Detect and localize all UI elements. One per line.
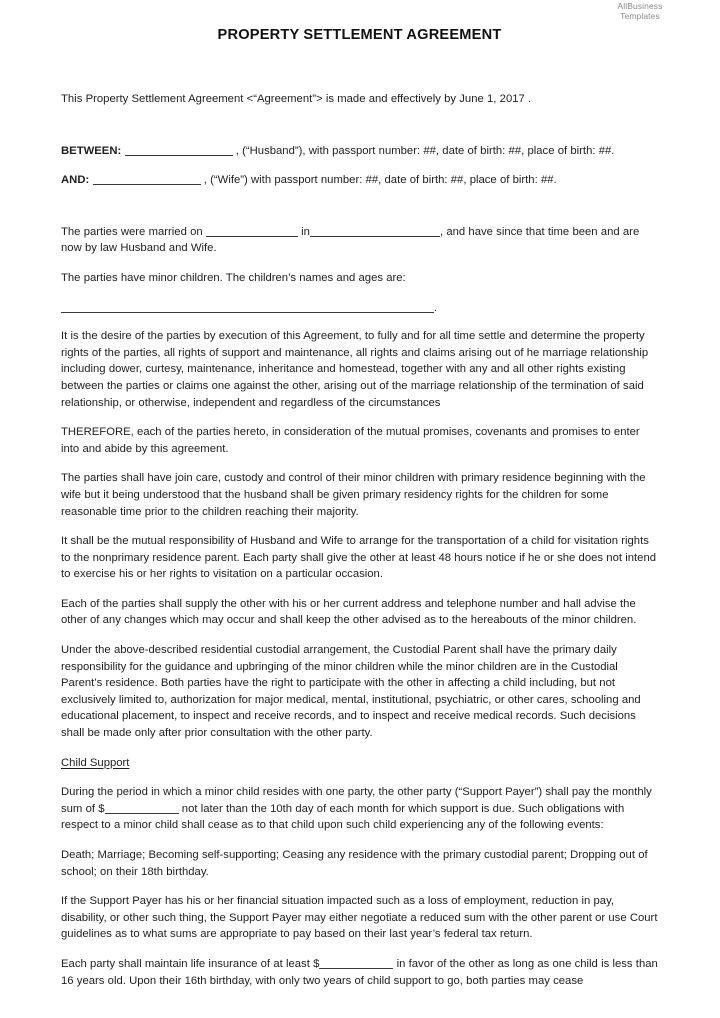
transportation-paragraph: It shall be the mutual responsibility of Husband and Wife to arrange for the transportation of a child for visitation rights to the nonprimary residence parent. Each party shall give the other at least 48 hours notice if he or she does not intend to exercise his or her rights to visitation on a particular occasion. [61, 535, 657, 581]
desire-paragraph: It is the desire of the parties by execution of this Agreement, to fully and for all time settle and determine the property rights of the parties, all rights of support and maintenance, all rights and claims arising out of he marriage relationship including dower, curtesy, maintenance, inheritance and homestead, together with any and all other rights existing between the parties or claims one against the other, arising out of the marriage relationship of the termination of said relationship, or otherwise, independent and regardless of the circumstances [61, 330, 649, 409]
children-intro-paragraph: The parties have minor children. The children’s names and ages are: [61, 271, 406, 284]
between-text: , (“Husband”), with passport number: ##, date of birth: ##, place of birth: ##. [235, 144, 615, 157]
custodial-arrangement-paragraph: Under the above-described residential custodial arrangement, the Custodial Parent shall have the primary daily responsibility for the guidance and upbringing of the minor children while the minor children are in the Custodial Parent’s residence. Both parties have the right to participate with the other in affecting a child including, but not exclusively limited to, authorization for major medical, mental, institutional, psychiatric, or other cares, schooling and educational placement, to inspect and receive records, and to inspect and receive medical records. Such decisions shall be made only after prior consultation with the other party. [61, 644, 641, 740]
and-label: AND: [61, 174, 90, 187]
between-row [61, 143, 658, 160]
and-text: , (“Wife”) with passport number: ##, date of birth: ##, place of birth: ##. [203, 174, 557, 187]
support-text-part-2: not later than the 10th day of each month for which support is due. Such obligations with respect to a minor child shall cease as to that child upon such child experiencing any of the following events: [61, 802, 625, 832]
life-insurance-paragraph [61, 956, 658, 989]
insurance-text-part-2: in favor of the other as long as one child is less than 16 years old. Upon their 16th birthday, with only two years of child support to go, both parties may cease [61, 957, 658, 987]
wife-name-blank[interactable] [93, 174, 201, 185]
financial-hardship-paragraph: If the Support Payer has his or her financial situation impacted such as a loss of employment, reduction in pay, disability, or other such thing, the Support Payer may either negotiate a reduced sum with the other parent or use Court guidelines as to what sums are appropriate to pay based on their last year’s federal tax return. [61, 895, 658, 941]
married-middle: in [301, 225, 310, 238]
children-blank-suffix: . [434, 301, 438, 314]
marriage-date-blank[interactable] [206, 226, 298, 237]
child-support-heading: Child Support [61, 756, 130, 769]
custody-paragraph: The parties shall have join care, custody and control of their minor children with primary residence beginning with the wife but it being understood that the husband shall be given primary residency rights for the children for some reasonable time prior to the children reaching their majority. [61, 472, 646, 518]
terminating-events-paragraph: Death; Marriage; Becoming self-supporting; Ceasing any residence with the primary custodial parent; Dropping out of school; on their 18th birthday. [61, 849, 648, 878]
life-insurance-amount-blank[interactable] [319, 958, 393, 969]
insurance-text-part-1: Each party shall maintain life insurance of at least $ [61, 957, 320, 970]
marriage-paragraph [61, 224, 658, 257]
and-row [61, 172, 658, 189]
between-label: BETWEEN: [61, 144, 122, 157]
children-names-line [61, 300, 658, 317]
married-suffix: , and have since that time been and are now by law Husband and Wife. [61, 225, 640, 255]
support-text-part-1: During the period in which a minor child resides with one party, the other party (“Support Payer”) shall pay the monthly sum of $ [61, 786, 652, 815]
child-support-paragraph [61, 784, 658, 834]
marriage-place-blank[interactable] [310, 226, 440, 237]
document-content [61, 0, 658, 1002]
intro-paragraph: This Property Settlement Agreement <“Agreement”> is made and effectively by June 1, 2017 . [61, 93, 532, 105]
brand-line-2: Templates [620, 10, 660, 21]
therefore-paragraph: THEREFORE, each of the parties hereto, in consideration of the mutual promises, covenants and promises to enter into and abide by this agreement. [61, 426, 640, 455]
page-title: PROPERTY SETTLEMENT AGREEMENT [217, 27, 502, 43]
brand-line-1: AllBusiness [617, 1, 663, 11]
husband-name-blank[interactable] [125, 145, 233, 156]
address-paragraph: Each of the parties shall supply the other with his or her current address and telephone number and hall advise the other of any changes which may occur and shall keep the other advised as to the hereabouts of the minor children. [61, 597, 637, 627]
children-names-blank[interactable] [61, 302, 434, 313]
monthly-support-amount-blank[interactable] [105, 803, 179, 814]
married-prefix: The parties were married on [61, 225, 203, 238]
